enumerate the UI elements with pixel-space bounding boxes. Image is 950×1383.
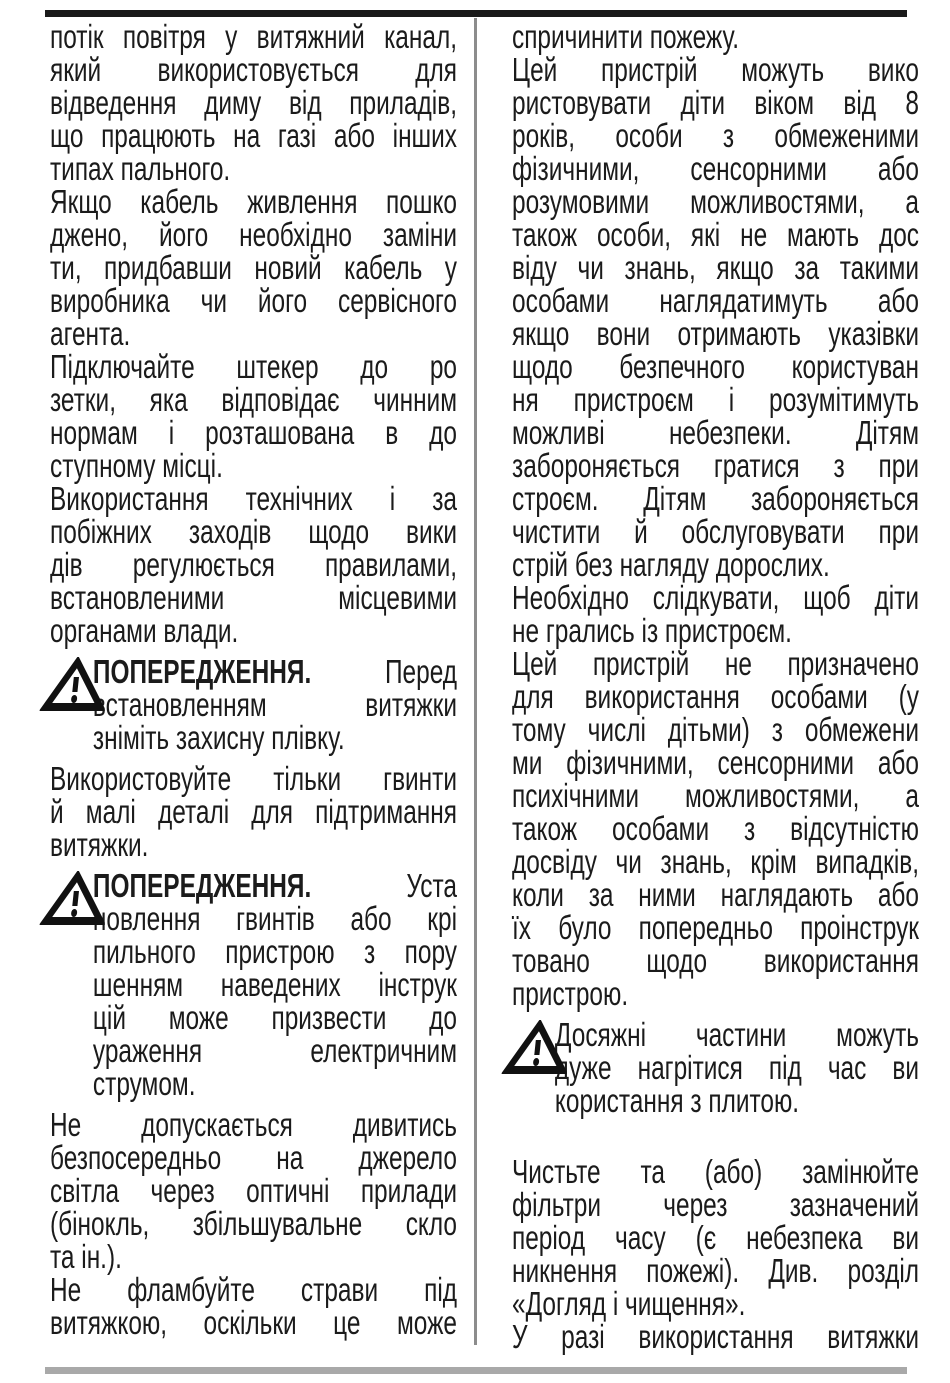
text-line: також особами з відсутністю — [512, 810, 919, 847]
paragraph — [50, 185, 457, 350]
bottom-rule — [45, 1367, 907, 1374]
text-line: «Догляд і чищення». — [512, 1285, 746, 1322]
warning-block — [50, 869, 457, 1100]
paragraph — [512, 1320, 919, 1353]
text-line: витяжкою, оскільки це може — [50, 1304, 457, 1341]
text-line: період часу (є небезпека ви — [512, 1219, 919, 1256]
paragraph — [512, 647, 919, 1010]
paragraph — [50, 482, 457, 647]
text-line: фільтри через зазначений — [512, 1186, 919, 1223]
text-line: користання з плитою. — [554, 1082, 800, 1119]
text-line: органами влади. — [50, 612, 239, 649]
paragraph — [50, 762, 457, 861]
paragraph — [512, 53, 919, 581]
text-line: їх було попередньо проінструк — [512, 909, 919, 946]
text-line: що працюють на газі або інших — [50, 117, 457, 154]
text-line: ристовувати діти віком від 8 — [512, 84, 919, 121]
text-line: досвіду чи знань, крім випадків, — [512, 843, 919, 880]
text-line: витяжки. — [50, 826, 149, 863]
text-line: стрій без нагляду дорослих. — [512, 546, 830, 583]
warning-text — [93, 869, 457, 1100]
text-line: Не допускається дивитись — [50, 1106, 457, 1143]
paragraph — [512, 581, 919, 647]
paragraph — [512, 1155, 919, 1320]
left-column — [50, 20, 457, 1339]
text-line: зніміть захисну плівку. — [92, 719, 345, 756]
text-line: чистити й обслуговувати при — [512, 513, 919, 550]
text-line: встановленими місцевими — [50, 579, 457, 616]
text-line: Підключайте штекер до ро — [50, 348, 457, 385]
text-line: віду чи знань, якщо за такими — [512, 249, 919, 286]
paragraph — [50, 350, 457, 482]
text-line: ПОПЕРЕДЖЕННЯ. Уста — [92, 867, 457, 904]
text-line: никнення пожежі). Див. розділ — [512, 1252, 919, 1289]
text-line: який використовується для — [50, 51, 457, 88]
text-line: новлення гвинтів або крі — [92, 900, 458, 937]
text-line: ти, придбавши новий кабель у — [50, 249, 457, 286]
paragraph — [50, 1273, 457, 1339]
text-line: ПОПЕРЕДЖЕННЯ. Перед — [92, 653, 457, 690]
text-line: пристрою. — [512, 975, 629, 1012]
text-line: Досяжні частини можуть — [554, 1016, 919, 1053]
text-line: Цей пристрій не призначено — [512, 645, 919, 682]
warning-block — [50, 655, 457, 754]
text-line: пильного пристрою з пору — [92, 933, 458, 970]
text-line: ня пристроєм і розумітимуть — [512, 381, 919, 418]
text-line: безпосередньо на джерело — [50, 1139, 457, 1176]
text-line: для використання особами (у — [512, 678, 919, 715]
column-divider — [474, 18, 477, 1345]
warning-label: ПОПЕРЕДЖЕННЯ. — [92, 653, 312, 690]
text-line: шенням наведених інструк — [92, 966, 458, 1003]
text-line: якщо вони отримають указівки — [512, 315, 919, 352]
text-line: можливі небезпеки. Дітям — [512, 414, 919, 451]
warning-block — [512, 1018, 919, 1117]
text-line: років, особи з обмеженими — [512, 117, 919, 154]
text-line: Не фламбуйте страви під — [50, 1271, 457, 1308]
warning-triangle-icon — [502, 1020, 567, 1076]
text-line: джено, його необхідно заміни — [50, 216, 457, 253]
text-line: не грались із пристроєм. — [512, 612, 792, 649]
text-line: ми фізичними, сенсорними або — [512, 744, 919, 781]
paragraph — [50, 20, 457, 185]
text-line: спричинити пожежу. — [512, 18, 740, 55]
text-line: У разі використання витяжки — [512, 1318, 919, 1355]
text-line: й малі деталі для підтримання — [50, 793, 457, 830]
text-line: розумовими можливостями, а — [512, 183, 919, 220]
text-line: Цей пристрій можуть вико — [512, 51, 919, 88]
text-line: (бінокль, збільшувальне скло — [50, 1205, 457, 1242]
text-line: зетки, яка відповідає чинним — [50, 381, 457, 418]
text-line: особами наглядатимуть або — [512, 282, 919, 319]
warning-triangle-icon — [40, 657, 105, 713]
text-line: відведення диму від приладів, — [50, 84, 457, 121]
paragraph — [50, 1108, 457, 1273]
text-line: психічними можливостями, а — [512, 777, 919, 814]
text-line: потік повітря у витяжний канал, — [50, 18, 457, 55]
right-column — [512, 20, 919, 1353]
text-line: щодо безпечного користуван — [512, 348, 919, 385]
text-line: дуже нагрітися під час ви — [554, 1049, 919, 1086]
text-line: Використання технічних і за — [50, 480, 457, 517]
text-line: та ін.). — [50, 1238, 122, 1275]
text-line: строєм. Дітям забороняється — [512, 480, 919, 517]
text-line: коли за ними наглядають або — [512, 876, 919, 913]
text-line: побіжних заходів щодо вики — [50, 513, 457, 550]
text-line: виробника чи його сервісного — [50, 282, 457, 319]
text-line: струмом. — [92, 1065, 196, 1102]
text-line: товано щодо використання — [512, 942, 919, 979]
text-line: встановленням витяжки — [92, 686, 458, 723]
text-line: тому числі дітьми) з обмежени — [512, 711, 919, 748]
text-line: світла через оптичні прилади — [50, 1172, 457, 1209]
text-line: Необхідно слідкувати, щоб діти — [512, 579, 919, 616]
text-line: нормам і розташована в до — [50, 414, 457, 451]
text-line: дів регулюється правилами, — [50, 546, 457, 583]
text-line: Використовуйте тільки гвинти — [50, 760, 457, 797]
text-line: агента. — [50, 315, 131, 352]
text-line: фізичними, сенсорними або — [512, 150, 919, 187]
text-line: ураження електричним — [92, 1032, 458, 1069]
text-line: ступному місці. — [50, 447, 223, 484]
warning-text — [93, 655, 457, 754]
top-rule — [45, 10, 907, 17]
warning-label: ПОПЕРЕДЖЕННЯ. — [92, 867, 312, 904]
paragraph — [512, 20, 919, 53]
text-line: забороняється гратися з при — [512, 447, 919, 484]
text-line: цій може призвести до — [92, 999, 458, 1036]
text-line: Чистьте та (або) замінюйте — [512, 1153, 919, 1190]
warning-triangle-icon — [40, 871, 105, 927]
text-line: типах пального. — [50, 150, 231, 187]
text-line: також особи, які не мають дос — [512, 216, 919, 253]
text-line: Якщо кабель живлення пошко — [50, 183, 457, 220]
warning-text — [555, 1018, 919, 1117]
